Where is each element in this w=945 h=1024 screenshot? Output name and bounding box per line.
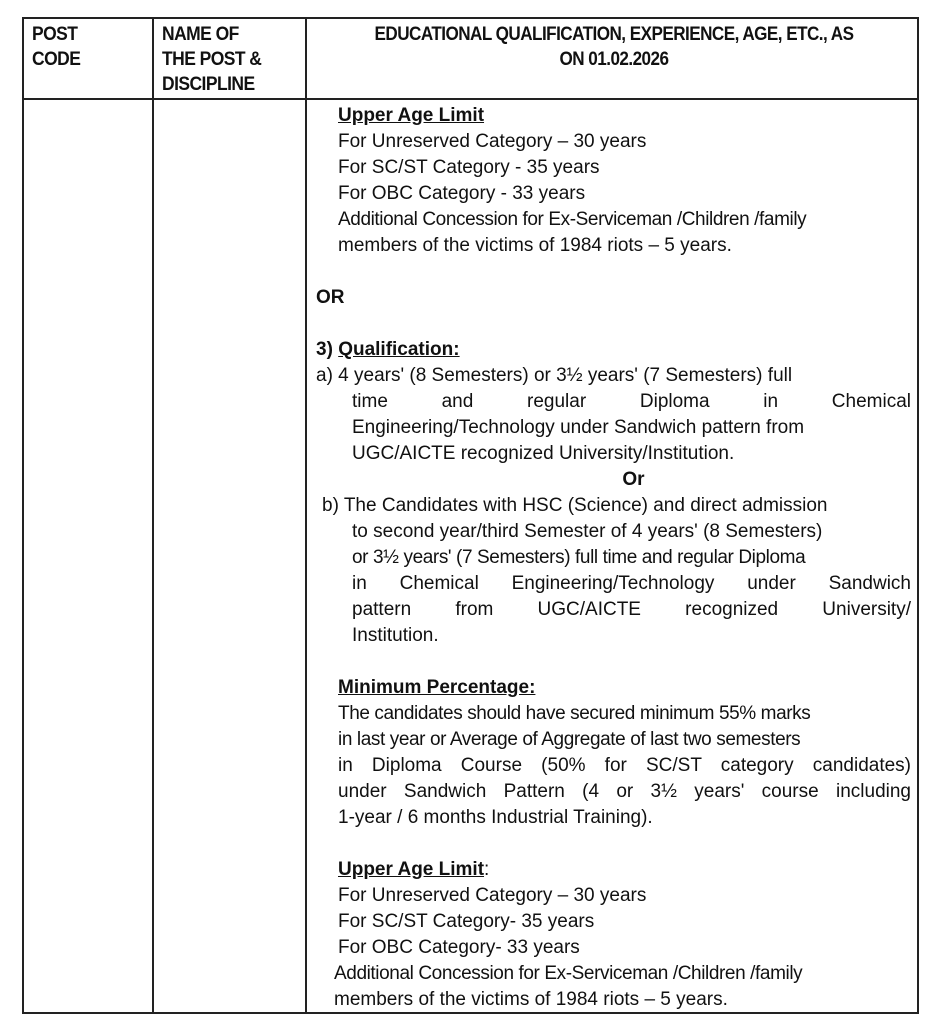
section-number: 3) <box>316 339 339 360</box>
text-line: or 3½ years' (7 Semesters) full time and regular Diploma <box>352 547 806 568</box>
header-text: NAME OF <box>162 24 239 45</box>
text-line: pattern from UGC/AICTE recognized University/ <box>352 599 911 620</box>
text-line: a) 4 years' (8 Semesters) or 3½ years' (7 Semesters) full <box>316 365 793 386</box>
header-qualification <box>339 22 890 72</box>
minimum-percentage-section <box>316 675 911 701</box>
header-text: CODE <box>32 49 81 70</box>
text-line: in last year or Average of Aggregate of last two semesters <box>338 729 801 750</box>
section-heading: Qualification: <box>338 339 460 360</box>
column-divider <box>152 19 154 1012</box>
text-line: to second year/third Semester of 4 years' (8 Semesters) <box>352 521 823 542</box>
text-line: time and regular Diploma in Chemical <box>352 391 911 412</box>
header-text: POST <box>32 24 78 45</box>
header-divider <box>24 98 917 100</box>
text-line: Engineering/Technology under Sandwich pattern from <box>352 417 805 438</box>
header-text: ON 01.02.2026 <box>559 49 669 70</box>
header-post-name <box>162 22 261 97</box>
text-line: in Chemical Engineering/Technology under Sandwich <box>352 573 911 594</box>
header-text: THE POST & <box>162 49 262 70</box>
section-heading: Upper Age Limit <box>338 859 485 880</box>
text-line: For OBC Category - 33 years <box>338 183 586 204</box>
text-line: members of the victims of 1984 riots – 5 years. <box>334 989 728 1010</box>
text-line: members of the victims of 1984 riots – 5 years. <box>338 235 732 256</box>
text-line: Additional Concession for Ex-Serviceman /Children /family <box>338 209 807 230</box>
column-divider <box>305 19 307 1012</box>
text-line: For Unreserved Category – 30 years <box>338 131 647 152</box>
text-line: For SC/ST Category- 35 years <box>338 911 595 932</box>
text-line: For Unreserved Category – 30 years <box>338 885 647 906</box>
text-line: in Diploma Course (50% for SC/ST category candidates) <box>338 755 911 776</box>
header-text: EDUCATIONAL QUALIFICATION, EXPERIENCE, AGE, ETC., AS <box>374 24 854 45</box>
text-line: Institution. <box>352 625 439 646</box>
text-line: UGC/AICTE recognized University/Institution. <box>352 443 735 464</box>
text-line: b) The Candidates with HSC (Science) and direct admission <box>322 495 828 516</box>
minimum-percentage-text <box>316 701 911 831</box>
qualification-section <box>316 337 911 649</box>
text-line: under Sandwich Pattern (4 or 3½ years' course including <box>338 781 911 802</box>
eligibility-table <box>22 17 919 1014</box>
or-separator: OR <box>316 287 345 308</box>
text-line: 1-year / 6 months Industrial Training). <box>338 807 653 828</box>
age-limit-section <box>316 103 911 259</box>
section-heading: Minimum Percentage: <box>338 677 536 698</box>
section-heading: Upper Age Limit <box>338 105 485 126</box>
heading-colon: : <box>484 859 490 880</box>
text-line: For OBC Category- 33 years <box>338 937 580 958</box>
text-line: Additional Concession for Ex-Serviceman /Children /family <box>334 963 803 984</box>
qualification-cell <box>316 103 911 1013</box>
or-separator: Or <box>622 469 645 490</box>
text-line: The candidates should have secured minimum 55% marks <box>338 703 811 724</box>
header-text: DISCIPLINE <box>162 74 255 95</box>
header-post-code <box>32 22 80 72</box>
age-limit-section <box>316 857 911 961</box>
text-line: For SC/ST Category - 35 years <box>338 157 600 178</box>
